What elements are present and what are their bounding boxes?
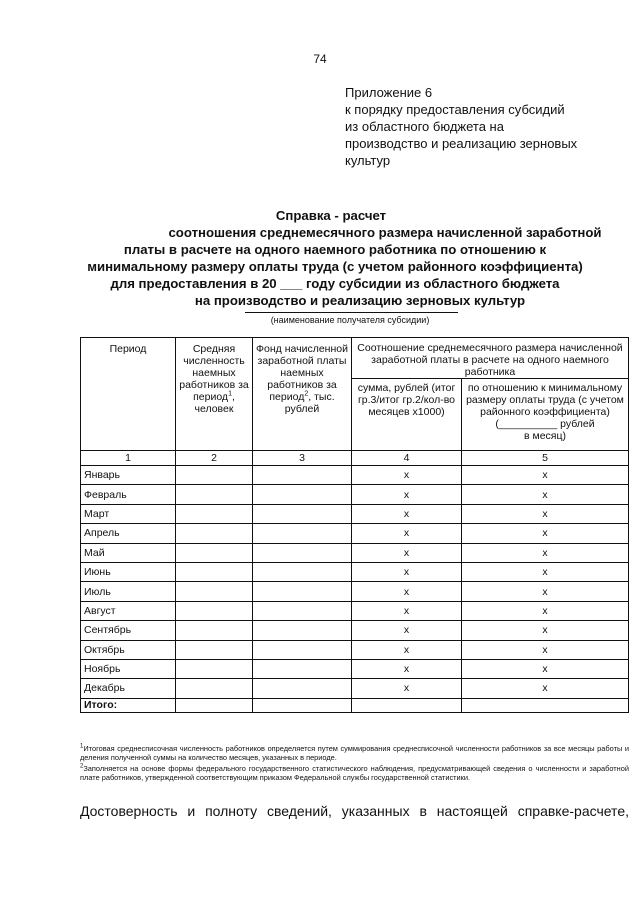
footnote-text: Итоговая среднесписочная численность работников определяется путем суммирования среднесписочной численности работников за все месяцы работы и деления полученной суммы на количество месяцев, указанных в периоде. — [80, 744, 629, 763]
min-wage-cell-cross: x — [462, 485, 629, 504]
title-line: минимальному размеру оплаты труда (с учетом районного коэффициента) — [87, 259, 583, 274]
page-number: 74 — [313, 52, 327, 66]
wage-fund-cell[interactable] — [253, 679, 352, 698]
wage-fund-cell[interactable] — [253, 485, 352, 504]
appendix-line: Приложение 6 — [345, 85, 433, 100]
total-label: Итого: — [81, 698, 176, 712]
footnote-1 — [80, 744, 629, 763]
table-body — [81, 451, 629, 713]
sum-cell-cross: x — [352, 524, 462, 543]
month-label: Февраль — [81, 485, 176, 504]
column-number: 2 — [176, 451, 253, 466]
column-number-row — [81, 451, 629, 466]
sum-cell-cross: x — [352, 562, 462, 581]
recipient-name-line — [245, 312, 458, 313]
month-label: Март — [81, 504, 176, 523]
header-avg-count-label: Средняя численность наемных работников за период — [179, 343, 249, 403]
report-table — [80, 337, 629, 713]
total-avg-count-cell[interactable] — [176, 698, 253, 712]
sum-cell-cross: x — [352, 485, 462, 504]
wage-fund-cell[interactable] — [253, 504, 352, 523]
footnote-mark: 2 — [80, 763, 84, 770]
table-row — [81, 485, 629, 504]
total-sum-cell[interactable] — [352, 698, 462, 712]
column-number: 1 — [81, 451, 176, 466]
min-wage-cell-cross: x — [462, 524, 629, 543]
month-label: Январь — [81, 466, 176, 485]
min-wage-blank: (__________ рублей — [495, 418, 595, 430]
sum-cell-cross: x — [352, 466, 462, 485]
sum-cell-cross: x — [352, 504, 462, 523]
title-line: Справка - расчет — [275, 208, 387, 223]
wage-fund-cell[interactable] — [253, 659, 352, 678]
footnote-mark: 1 — [80, 743, 84, 750]
table-row — [81, 601, 629, 620]
month-label: Декабрь — [81, 679, 176, 698]
avg-count-cell[interactable] — [176, 601, 253, 620]
header-wage-fund-unit: , тыс. рублей — [284, 391, 335, 415]
footnotes — [80, 744, 629, 783]
avg-count-cell[interactable] — [176, 679, 253, 698]
min-wage-cell-cross: x — [462, 466, 629, 485]
table-row — [81, 524, 629, 543]
sum-cell-cross: x — [352, 601, 462, 620]
header-avg-count — [176, 338, 253, 451]
wage-fund-cell[interactable] — [253, 543, 352, 562]
header-to-min-wage-unit: в месяц) — [524, 430, 566, 442]
header-avg-count-unit: , человек — [194, 391, 235, 415]
min-wage-cell-cross: x — [462, 659, 629, 678]
header-wage-fund — [253, 338, 352, 451]
month-label: Июнь — [81, 562, 176, 581]
wage-fund-cell[interactable] — [253, 601, 352, 620]
min-wage-cell-cross: x — [462, 640, 629, 659]
total-min-wage-cell[interactable] — [462, 698, 629, 712]
document-title — [40, 207, 630, 309]
avg-count-cell[interactable] — [176, 485, 253, 504]
avg-count-cell[interactable] — [176, 466, 253, 485]
sum-cell-cross: x — [352, 621, 462, 640]
footnote-text: Заполняется на основе формы федерального государственного статистического наблюдения, предусматривающей сведения о численности и заработной плате работников, утвержденной соответствующим приказом Федеральной службы государственной статистики. — [80, 763, 629, 782]
header-to-min-wage — [462, 379, 629, 451]
avg-count-cell[interactable] — [176, 582, 253, 601]
month-label: Июль — [81, 582, 176, 601]
avg-count-cell[interactable] — [176, 621, 253, 640]
recipient-caption: (наименование получателя субсидии) — [270, 315, 430, 325]
avg-count-cell[interactable] — [176, 659, 253, 678]
wage-fund-cell[interactable] — [253, 582, 352, 601]
table-row — [81, 504, 629, 523]
body-text: Достоверность и полноту сведений, указанных в настоящей справке-расчете, — [80, 803, 629, 819]
appendix-line: к порядку предоставления субсидий — [345, 102, 565, 117]
min-wage-cell-cross: x — [462, 621, 629, 640]
sum-cell-cross: x — [352, 543, 462, 562]
header-to-min-wage-label: по отношению к минимальному размеру оплаты труда (с учетом районного коэффициента) — [466, 382, 624, 418]
min-wage-cell-cross: x — [462, 601, 629, 620]
table-row — [81, 640, 629, 659]
min-wage-cell-cross: x — [462, 504, 629, 523]
avg-count-cell[interactable] — [176, 524, 253, 543]
wage-fund-cell[interactable] — [253, 562, 352, 581]
sum-cell-cross: x — [352, 659, 462, 678]
title-line: для предоставления в 20 ___ году субсидии из областного бюджета — [110, 276, 560, 291]
sum-cell-cross: x — [352, 679, 462, 698]
table-row — [81, 679, 629, 698]
month-label: Ноябрь — [81, 659, 176, 678]
header-period — [81, 338, 176, 451]
footnote-2 — [80, 764, 629, 783]
header-ratio: Соотношение среднемесячного размера начисленной заработной платы в расчете на одного наемного работника — [352, 338, 629, 379]
total-row — [81, 698, 629, 712]
total-wage-fund-cell[interactable] — [253, 698, 352, 712]
wage-fund-cell[interactable] — [253, 524, 352, 543]
wage-fund-cell[interactable] — [253, 621, 352, 640]
month-label: Май — [81, 543, 176, 562]
column-number: 4 — [352, 451, 462, 466]
title-line: на производство и реализацию зерновых культур — [194, 293, 526, 308]
header-wage-fund-label: Фонд начисленной заработной платы наемных работников за период — [256, 343, 348, 403]
month-label: Сентябрь — [81, 621, 176, 640]
appendix-line: производство и реализацию зерновых — [345, 136, 578, 151]
min-wage-cell-cross: x — [462, 543, 629, 562]
column-number: 3 — [253, 451, 352, 466]
avg-count-cell[interactable] — [176, 562, 253, 581]
sum-cell-cross: x — [352, 640, 462, 659]
title-line: соотношения среднемесячного размера начисленной заработной — [168, 225, 602, 240]
table-row — [81, 659, 629, 678]
header-sum: сумма, рублей (итог гр.3/итог гр.2/кол-во месяцев х1000) — [352, 379, 462, 451]
sum-cell-cross: x — [352, 582, 462, 601]
min-wage-cell-cross: x — [462, 582, 629, 601]
table-row — [81, 562, 629, 581]
wage-fund-cell[interactable] — [253, 640, 352, 659]
month-label: Октябрь — [81, 640, 176, 659]
appendix-line: культур — [345, 153, 391, 168]
table-row — [81, 466, 629, 485]
min-wage-cell-cross: x — [462, 679, 629, 698]
header-period-label: Период — [109, 343, 147, 355]
footnote-ref: 1 — [228, 390, 232, 398]
title-line: платы в расчете на одного наемного работника по отношению к — [123, 242, 547, 257]
wage-fund-cell[interactable] — [253, 466, 352, 485]
footnote-ref: 2 — [304, 390, 309, 398]
month-label: Август — [81, 601, 176, 620]
avg-count-cell[interactable] — [176, 504, 253, 523]
table-row — [81, 582, 629, 601]
appendix-note — [345, 84, 615, 169]
month-label: Апрель — [81, 524, 176, 543]
table-row — [81, 621, 629, 640]
avg-count-cell[interactable] — [176, 543, 253, 562]
column-number: 5 — [462, 451, 629, 466]
avg-count-cell[interactable] — [176, 640, 253, 659]
min-wage-cell-cross: x — [462, 562, 629, 581]
table-row — [81, 543, 629, 562]
appendix-line: из областного бюджета на — [345, 119, 504, 134]
